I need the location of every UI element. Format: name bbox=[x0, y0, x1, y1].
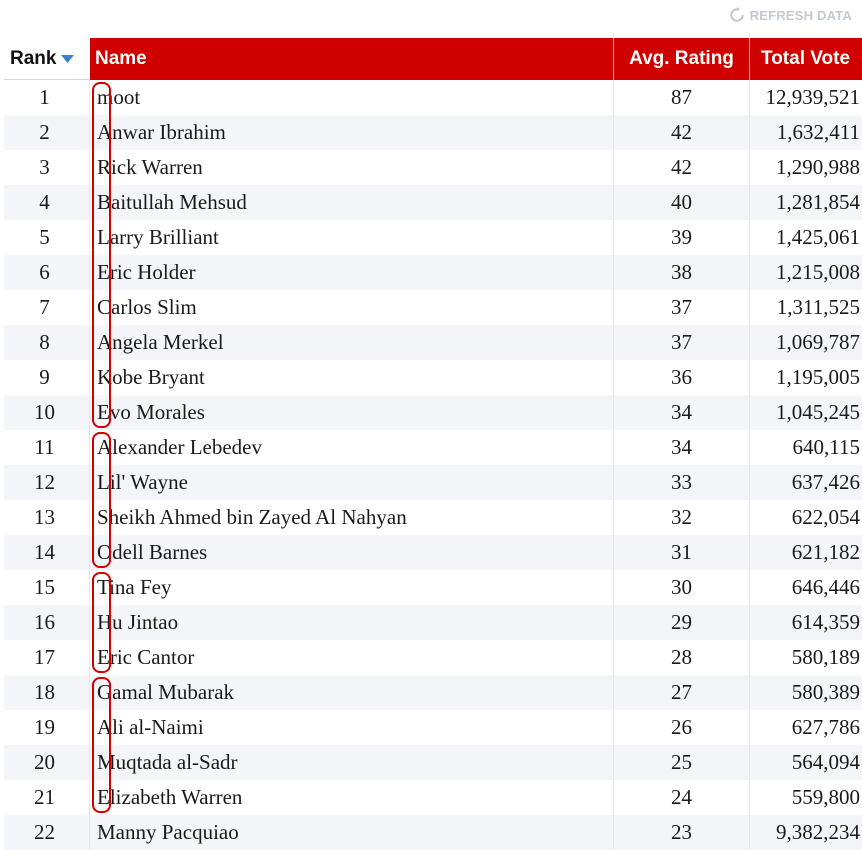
total-votes-cell: 1,281,854 bbox=[776, 190, 860, 214]
name-cell: Angela Merkel bbox=[90, 325, 614, 360]
table-row[interactable] bbox=[4, 290, 862, 325]
avg-rating-cell: 34 bbox=[614, 430, 750, 465]
avg-rating-cell: 34 bbox=[614, 395, 750, 430]
rank-cell: 2 bbox=[4, 115, 90, 150]
name-cell: Baitullah Mehsud bbox=[90, 185, 614, 220]
total-votes-cell: 9,382,234 bbox=[776, 820, 860, 844]
table-row[interactable] bbox=[4, 325, 862, 360]
table-body bbox=[4, 80, 862, 850]
avg-rating-cell: 27 bbox=[614, 675, 750, 710]
rank-cell: 20 bbox=[4, 745, 90, 780]
total-votes-cell: 1,069,787 bbox=[776, 330, 860, 354]
avg-rating-cell: 40 bbox=[614, 185, 750, 220]
rank-cell: 12 bbox=[4, 465, 90, 500]
total-votes-cell: 559,800 bbox=[791, 785, 860, 809]
total-votes-cell: 622,054 bbox=[791, 505, 860, 529]
table-row[interactable] bbox=[4, 815, 862, 850]
name-column-header[interactable] bbox=[90, 38, 614, 80]
table-row[interactable] bbox=[4, 570, 862, 605]
rank-cell: 21 bbox=[4, 780, 90, 815]
total-votes-cell: 1,215,008 bbox=[776, 260, 860, 284]
total-votes-cell: 1,045,245 bbox=[776, 400, 860, 424]
name-cell: moot bbox=[90, 80, 614, 115]
name-cell: Larry Brilliant bbox=[90, 220, 614, 255]
rank-cell: 8 bbox=[4, 325, 90, 360]
total-votes-cell: 580,389 bbox=[791, 680, 860, 704]
avg-rating-cell: 33 bbox=[614, 465, 750, 500]
refresh-data-button[interactable] bbox=[729, 5, 852, 25]
name-cell: Gamal Mubarak bbox=[90, 675, 614, 710]
name-header-label: Name bbox=[95, 48, 147, 69]
avg-rating-cell: 31 bbox=[614, 535, 750, 570]
total-votes-cell: 1,311,525 bbox=[776, 295, 860, 319]
avg-rating-cell: 26 bbox=[614, 710, 750, 745]
table-row[interactable] bbox=[4, 395, 862, 430]
table-row[interactable] bbox=[4, 185, 862, 220]
name-cell: Eric Cantor bbox=[90, 640, 614, 675]
name-cell: Rick Warren bbox=[90, 150, 614, 185]
rank-cell: 15 bbox=[4, 570, 90, 605]
name-cell: Anwar Ibrahim bbox=[90, 115, 614, 150]
sort-down-triangle-icon bbox=[61, 55, 74, 63]
rank-cell: 7 bbox=[4, 290, 90, 325]
table-row[interactable] bbox=[4, 80, 862, 115]
rank-header-label: Rank bbox=[10, 47, 57, 69]
avg-rating-cell: 36 bbox=[614, 360, 750, 395]
rank-cell: 22 bbox=[4, 815, 90, 850]
avg-rating-cell: 23 bbox=[614, 815, 750, 850]
total-votes-cell: 1,195,005 bbox=[776, 365, 860, 389]
avg-rating-cell: 42 bbox=[614, 115, 750, 150]
rank-column-header[interactable] bbox=[4, 38, 90, 80]
table-row[interactable] bbox=[4, 220, 862, 255]
total-votes-cell: 614,359 bbox=[791, 610, 860, 634]
table-row[interactable] bbox=[4, 640, 862, 675]
avg-rating-cell: 28 bbox=[614, 640, 750, 675]
table-row[interactable] bbox=[4, 150, 862, 185]
avg-rating-cell: 42 bbox=[614, 150, 750, 185]
rank-cell: 16 bbox=[4, 605, 90, 640]
name-cell: Eric Holder bbox=[90, 255, 614, 290]
table-row[interactable] bbox=[4, 465, 862, 500]
total-votes-cell: 580,189 bbox=[791, 645, 860, 669]
name-cell: Odell Barnes bbox=[90, 535, 614, 570]
name-cell: Carlos Slim bbox=[90, 290, 614, 325]
name-cell: Manny Pacquiao bbox=[90, 815, 614, 850]
rank-cell: 17 bbox=[4, 640, 90, 675]
avg-rating-cell: 30 bbox=[614, 570, 750, 605]
total-votes-header-label: Total Vote bbox=[761, 48, 851, 69]
avg-rating-cell: 37 bbox=[614, 325, 750, 360]
rank-cell: 3 bbox=[4, 150, 90, 185]
rank-cell: 18 bbox=[4, 675, 90, 710]
table-row[interactable] bbox=[4, 115, 862, 150]
table-row[interactable] bbox=[4, 535, 862, 570]
rank-cell: 10 bbox=[4, 395, 90, 430]
avg-rating-cell: 32 bbox=[614, 500, 750, 535]
table-row[interactable] bbox=[4, 710, 862, 745]
table-row[interactable] bbox=[4, 360, 862, 395]
name-cell: Alexander Lebedev bbox=[90, 430, 614, 465]
rank-cell: 19 bbox=[4, 710, 90, 745]
avg-rating-cell: 39 bbox=[614, 220, 750, 255]
table-row[interactable] bbox=[4, 255, 862, 290]
refresh-icon bbox=[729, 7, 745, 23]
rank-cell: 11 bbox=[4, 430, 90, 465]
name-cell: Sheikh Ahmed bin Zayed Al Nahyan bbox=[90, 500, 614, 535]
total-votes-cell: 646,446 bbox=[791, 575, 860, 599]
rank-cell: 9 bbox=[4, 360, 90, 395]
name-cell: Lil' Wayne bbox=[90, 465, 614, 500]
rank-cell: 14 bbox=[4, 535, 90, 570]
total-votes-cell: 1,632,411 bbox=[776, 120, 860, 144]
total-votes-cell: 627,786 bbox=[791, 715, 860, 739]
rank-cell: 13 bbox=[4, 500, 90, 535]
table-row[interactable] bbox=[4, 745, 862, 780]
ratings-table bbox=[4, 38, 862, 850]
total-votes-cell: 12,939,521 bbox=[765, 85, 860, 109]
name-cell: Kobe Bryant bbox=[90, 360, 614, 395]
total-votes-cell: 621,182 bbox=[791, 540, 860, 564]
total-votes-cell: 1,425,061 bbox=[776, 225, 860, 249]
rank-cell: 4 bbox=[4, 185, 90, 220]
avg-rating-cell: 25 bbox=[614, 745, 750, 780]
avg-rating-cell: 29 bbox=[614, 605, 750, 640]
name-cell: Ali al-Naimi bbox=[90, 710, 614, 745]
name-cell: Muqtada al-Sadr bbox=[90, 745, 614, 780]
table-row[interactable] bbox=[4, 430, 862, 465]
avg-rating-header-label: Avg. Rating bbox=[629, 48, 734, 69]
total-votes-column-header[interactable] bbox=[750, 38, 862, 80]
table-row[interactable] bbox=[4, 500, 862, 535]
rank-cell: 1 bbox=[4, 80, 90, 115]
avg-rating-column-header[interactable] bbox=[614, 38, 750, 80]
total-votes-cell: 1,290,988 bbox=[776, 155, 860, 179]
rank-cell: 6 bbox=[4, 255, 90, 290]
table-row[interactable] bbox=[4, 675, 862, 710]
name-cell: Evo Morales bbox=[90, 395, 614, 430]
refresh-data-label: REFRESH DATA bbox=[749, 7, 852, 23]
name-cell: Tina Fey bbox=[90, 570, 614, 605]
rank-cell: 5 bbox=[4, 220, 90, 255]
table-row[interactable] bbox=[4, 780, 862, 815]
avg-rating-cell: 38 bbox=[614, 255, 750, 290]
table-header-row bbox=[4, 38, 862, 80]
name-cell: Hu Jintao bbox=[90, 605, 614, 640]
avg-rating-cell: 37 bbox=[614, 290, 750, 325]
total-votes-cell: 564,094 bbox=[791, 750, 860, 774]
avg-rating-cell: 87 bbox=[614, 80, 750, 115]
total-votes-cell: 637,426 bbox=[791, 470, 860, 494]
table-row[interactable] bbox=[4, 605, 862, 640]
total-votes-cell: 640,115 bbox=[792, 435, 860, 459]
name-cell: Elizabeth Warren bbox=[90, 780, 614, 815]
avg-rating-cell: 24 bbox=[614, 780, 750, 815]
